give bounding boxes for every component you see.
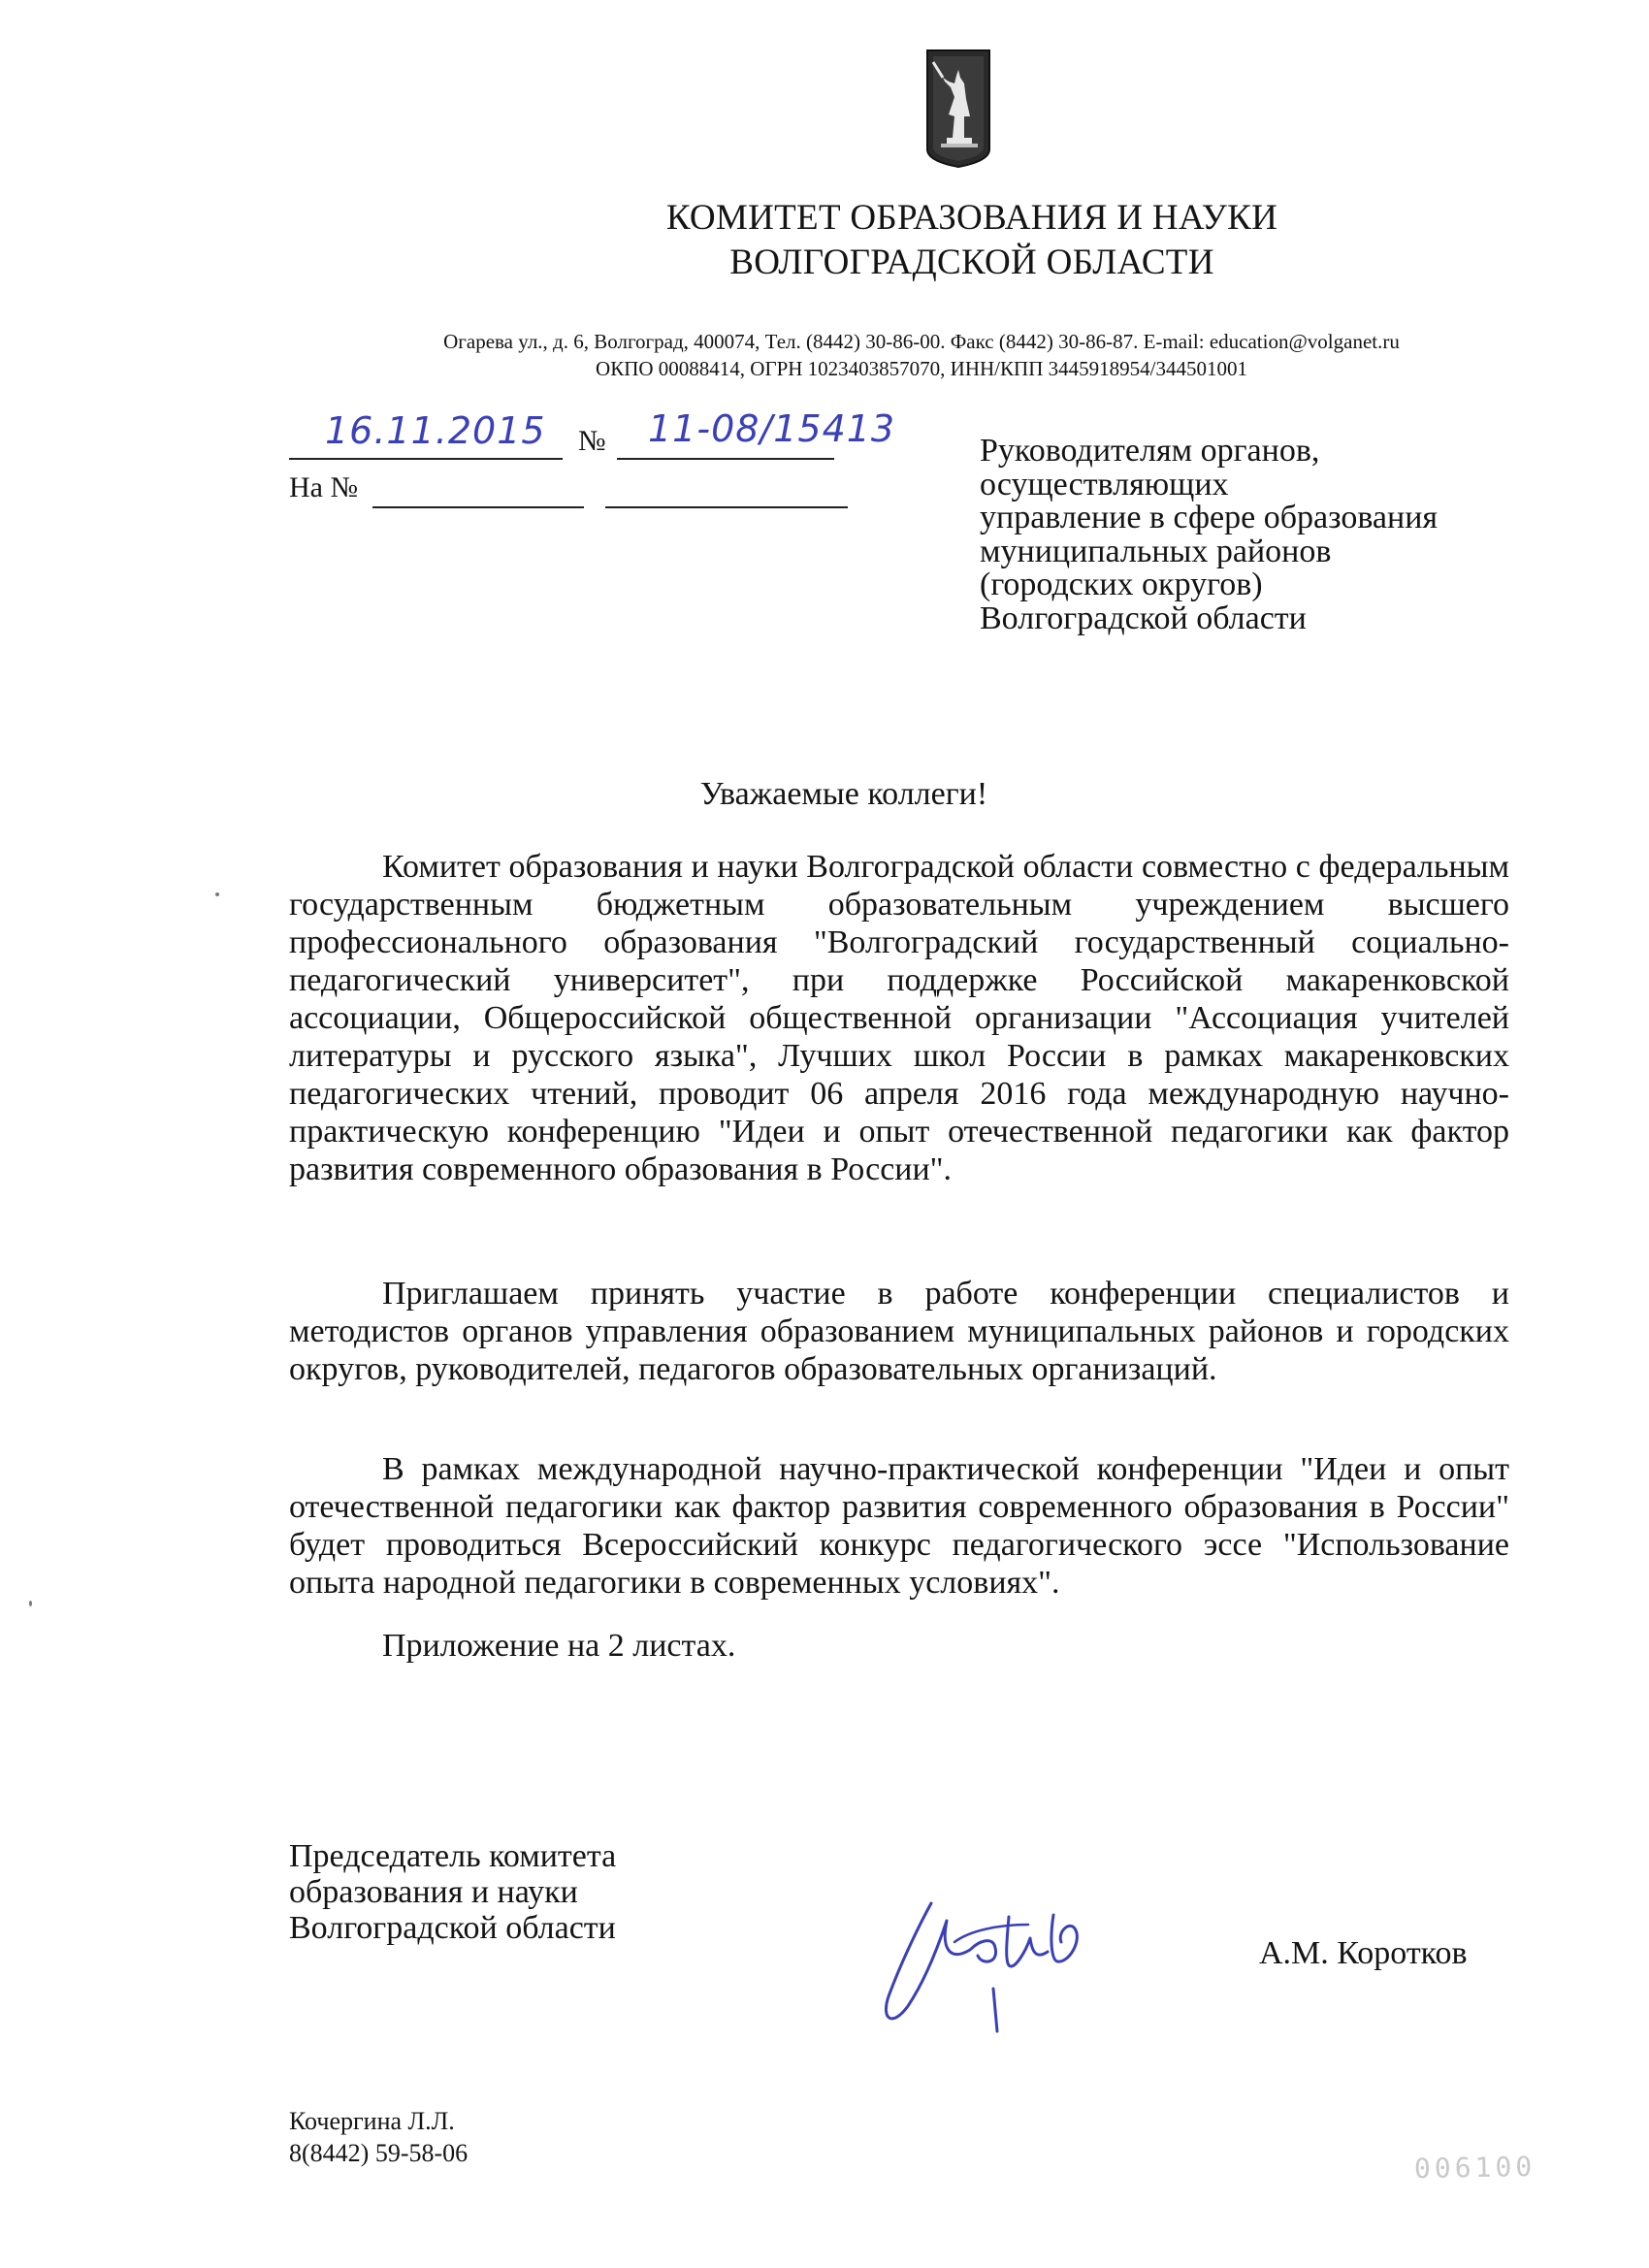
addressee-line: Руководителям органов, xyxy=(980,433,1320,469)
body-paragraph: В рамках международной научно-практической конференции "Идеи и опыт отечественной педагогики как фактор развития современного образования в России" будет проводиться Всероссийский конкурс педагогического эссе "Использование опыта народной педагогики в современных условиях". xyxy=(289,1451,1509,1601)
reply-to-label: На № xyxy=(289,471,359,503)
handwritten-date: 16.11.2015 xyxy=(325,409,546,452)
signatory-title xyxy=(289,1838,616,1946)
signatory-title-line: Волгоградской области xyxy=(289,1910,616,1946)
number-label: № xyxy=(578,425,606,457)
signatory-title-line: образования и науки xyxy=(289,1874,578,1910)
executor-phone: 8(8442) 59-58-06 xyxy=(289,2139,469,2167)
organization-name-line2: ВОЛГОГРАДСКОЙ ОБЛАСТИ xyxy=(729,243,1214,282)
organization-name-line1: КОМИТЕТ ОБРАЗОВАНИЯ И НАУКИ xyxy=(665,198,1278,238)
addressee-line: управление в сфере образования xyxy=(980,500,1439,535)
contact-address-line: Огарева ул., д. 6, Волгоград, 400074, Тел. (8442) 30-86-00. Факс (8442) 30-86-87. E-mail: education@volganet.ru xyxy=(443,330,1400,353)
faint-registration-stamp: 006100 xyxy=(1413,2150,1536,2186)
number-underline xyxy=(617,458,834,460)
executor-info xyxy=(289,2105,468,2169)
body-paragraph: Приглашаем принять участие в работе конференции специалистов и методистов органов управления образованием муниципальных районов и городских округов, руководителей, педагогов образовательных организаций. xyxy=(289,1276,1509,1387)
date-underline xyxy=(289,458,563,460)
addressee-line: (городских округов) xyxy=(980,567,1263,602)
signatory-title-line: Председатель комитета xyxy=(289,1838,617,1874)
organization-name xyxy=(0,196,1649,285)
scan-speck xyxy=(215,892,219,896)
addressee-line: муниципальных районов xyxy=(980,533,1332,569)
scan-speck xyxy=(29,1601,32,1606)
addressee-line: Волгоградской области xyxy=(980,599,1307,636)
handwritten-signature-icon xyxy=(863,1882,1135,2057)
contact-details xyxy=(291,328,1552,382)
executor-name: Кочергина Л.Л. xyxy=(289,2107,455,2135)
signatory-name: А.М. Коротков xyxy=(1259,1935,1468,1971)
salutation: Уважаемые коллеги! xyxy=(699,776,988,812)
handwritten-outgoing-number: 11-08/15413 xyxy=(648,407,896,450)
volgograd-coat-of-arms-icon xyxy=(925,49,991,169)
reply-date-underline xyxy=(605,506,848,508)
addressee-block xyxy=(980,435,1562,635)
attachment-note: Приложение на 2 листах. xyxy=(382,1628,736,1664)
addressee-line: осуществляющих xyxy=(980,466,1229,502)
registry-codes-line: ОКПО 00088414, ОГРН 1023403857070, ИНН/КПП 3445918954/344501001 xyxy=(596,357,1247,380)
reply-number-underline xyxy=(372,506,584,508)
body-paragraph: Комитет образования и науки Волгоградской области совместно с федеральным государственным бюджетным образовательным учреждением высшего профессионального образования "Волгоградский государственный социально-педагогический университет", при поддержке Российской макаренковской ассоциации, Общероссийской общественной организации "Ассоциация учителей литературы и русского языка", Лучших школ России в рамках макаренковских педагогических чтений, проводит 06 апреля 2016 года международную научно-практическую конференцию "Идеи и опыт отечественной педагогики как фактор развития современного образования в России". xyxy=(289,849,1509,1187)
